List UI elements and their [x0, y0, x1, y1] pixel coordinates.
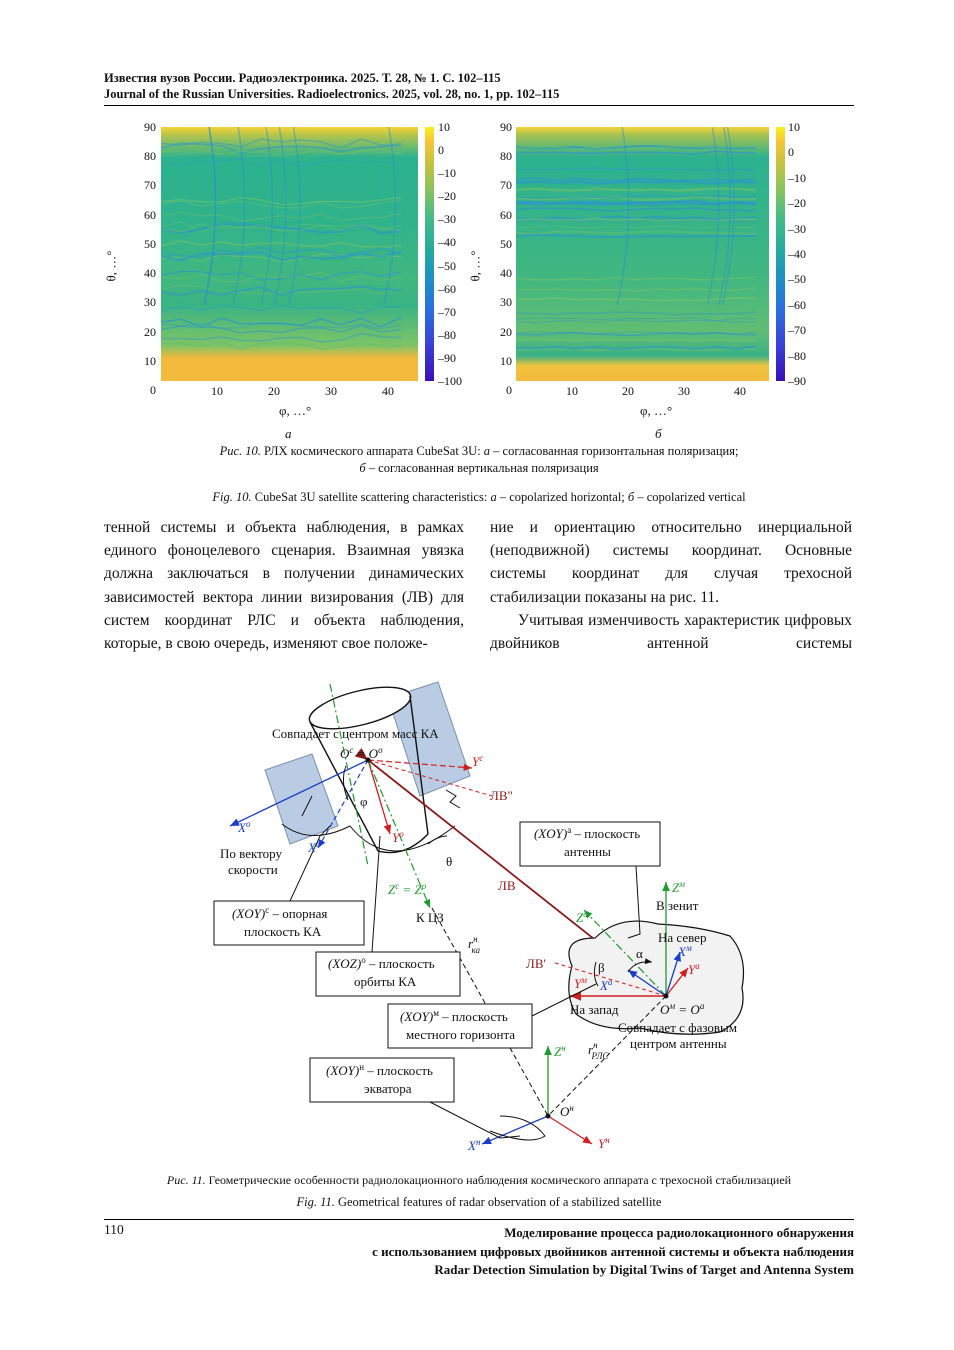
a-streaks-streak: [161, 212, 401, 221]
a-streaks-streak: [161, 159, 401, 167]
label-zenith: В зенит: [656, 898, 699, 913]
label-theta: θ: [446, 854, 453, 869]
caption-ru-b: б: [359, 461, 366, 475]
panel-a-xtick-3: 40: [382, 384, 394, 398]
theta-arc: [428, 836, 447, 844]
caption-ru-a: а: [483, 444, 491, 458]
fig11-caption-ru-label: Рис. 11.: [166, 1173, 206, 1187]
caption-en-text-2: – copolarized horizontal;: [496, 490, 628, 504]
running-header: [104, 70, 854, 102]
b-streaks-streak: [516, 235, 756, 237]
panel-a-ctick-5: –40: [438, 235, 456, 250]
label-lv2: ЛВ": [490, 788, 513, 803]
panel-b-xtick-0: 10: [566, 384, 578, 398]
label-antenna-plane-1: (XOY)$^а$ – плоскость: [534, 825, 641, 841]
label-ref-plane-2: плоскость КА: [244, 924, 322, 939]
panel-b-ytick-8: 10: [500, 353, 512, 368]
footer-line-3: Radar Detection Simulation by Digital Twins of Target and Antenna System: [434, 1262, 854, 1277]
panel-a-streaks: [161, 127, 401, 349]
caption-ru-label: Рис. 10.: [219, 444, 261, 458]
label-velocity-2: скорости: [228, 862, 278, 877]
label-equator-plane-2: экватора: [364, 1081, 412, 1096]
panel-b-ytick-5: 40: [500, 266, 512, 281]
b-streaks-streak: [516, 277, 756, 280]
label-ref-plane-1: (XOY)$^с$ – опорная: [232, 905, 328, 921]
panel-b-xlabel: φ, …°: [640, 403, 673, 418]
caption-ru-text-2: – согласованная горизонтальная поляризация;: [490, 444, 739, 458]
a-streaks-streak: [161, 287, 401, 296]
label-horizon-plane-1: (XOY)$^м$ – плоскость: [400, 1008, 508, 1024]
panel-a-ytick-4: 50: [144, 236, 156, 251]
fig11-caption-ru-text: Геометрические особенности радиолокационного наблюдения космического аппарата с трехосной стабилизацией: [205, 1173, 792, 1187]
header-line-en: Journal of the Russian Universities. Radioelectronics. 2025, vol. 28, no. 1, pp. 102–115: [104, 87, 560, 101]
panel-b-ytick-2: 70: [500, 178, 512, 193]
panel-b-ctick-5: –40: [788, 247, 806, 261]
panel-b-ctick-2: –10: [788, 170, 806, 185]
label-north: На север: [658, 930, 707, 945]
footer-line-1: Моделирование процесса радиолокационного обнаружения: [504, 1225, 854, 1240]
a-streaks-streak: [161, 334, 401, 342]
footer-rule: [104, 1219, 854, 1220]
caption-ru-text-3: – согласованная вертикальная поляризация: [365, 461, 599, 475]
panel-b-ctick-6: –50: [788, 272, 806, 287]
panel-b-ytick-1: 80: [500, 149, 512, 164]
caption-en-b: б: [627, 490, 635, 504]
label-horizon-plane-2: местного горизонта: [406, 1027, 516, 1042]
label-orbit-plane-2: орбиты КА: [354, 974, 417, 989]
b-streaks-streak: [516, 182, 756, 184]
panel-a-ctick-6: –50: [438, 258, 456, 273]
label-za: $Z^а$: [576, 909, 588, 925]
label-ym: $Y^м$: [574, 975, 587, 991]
panel-b-xtick-2: 30: [678, 384, 690, 398]
label-phase-1: Совпадает с фазовым: [618, 1020, 737, 1035]
label-velocity-1: По вектору: [220, 846, 282, 861]
panel-a-ytick-5: 40: [144, 266, 156, 281]
panel-a-xtick-2: 30: [325, 384, 337, 398]
figure-10-caption-en: [104, 489, 854, 506]
label-kcz: К ЦЗ: [416, 910, 444, 925]
panel-a-ytick-3: 60: [144, 207, 156, 222]
b-streaks-streak: [516, 232, 756, 235]
panel-a-ytick-2: 70: [144, 178, 156, 193]
caption-en-a: а: [490, 490, 497, 504]
figure-11-caption-en: [104, 1194, 854, 1211]
b-streaks-streak: [516, 339, 756, 340]
header-line-ru: Известия вузов России. Радиоэлектроника. 2025. Т. 28, № 1. С. 102–115: [104, 71, 501, 85]
panel-a-xlabel: φ, …°: [279, 403, 312, 418]
panel-a-ytick-6: 30: [144, 295, 156, 310]
label-antenna-plane-2: антенны: [564, 844, 611, 859]
panel-b-ctick-4: –30: [788, 221, 806, 236]
caption-en-text-3: – copolarized vertical: [634, 490, 746, 504]
panel-b-ytick-6: 30: [500, 295, 512, 310]
b-streaks-streak: [516, 208, 756, 211]
body-paragraph-right-2: Учитывая изменчивость характеристик цифровых двойников антенной системы: [490, 611, 852, 653]
label-xc: $X^с$: [308, 839, 320, 855]
b-streaks-streak: [516, 333, 756, 335]
panel-a-ytick-0: 90: [144, 120, 156, 134]
panel-b-ctick-7: –60: [788, 297, 806, 312]
panel-a-ctick-2: –10: [438, 166, 456, 181]
header-rule: [104, 105, 854, 106]
figure-10-caption-ru: [104, 443, 854, 477]
panel-a-ytick-1: 80: [144, 149, 156, 164]
body-column-right: [490, 516, 852, 655]
axis-yn: [548, 1116, 592, 1144]
panel-a-sublabel: а: [285, 426, 292, 441]
label-yn: $Y^н$: [598, 1135, 610, 1151]
panel-a-xtick-0: 10: [211, 384, 223, 398]
b-streaks-vertical-streak: [707, 127, 718, 305]
label-zc: $Z^с = Z^о$: [388, 881, 427, 897]
b-streaks-streak: [516, 168, 756, 171]
label-west: На запад: [570, 1002, 619, 1017]
fig11-caption-en-label: Fig. 11.: [296, 1195, 335, 1209]
panel-a-ctick-7: –60: [438, 281, 456, 296]
panel-a-ctick-8: –70: [438, 304, 456, 319]
panel-b-colorbar: [776, 127, 785, 381]
label-phi: φ: [360, 794, 368, 809]
figure-10-panel-b: [467, 118, 840, 443]
body-column-left: [104, 516, 464, 655]
panel-a-ctick-3: –20: [438, 189, 456, 204]
label-equator-plane-1: (XOY)$^н$ – плоскость: [326, 1062, 433, 1078]
page-number: 110: [104, 1222, 124, 1237]
label-oc: $O^с = O^о$: [340, 745, 383, 761]
b-streaks-streak: [516, 151, 756, 154]
figure-11-caption-ru: [104, 1172, 854, 1189]
panel-b-heatmap: [516, 127, 769, 381]
label-r-ka: $r^н$ ка: [468, 934, 481, 955]
running-footer: [372, 1224, 854, 1280]
panel-a-ylabel: θ, …°: [103, 250, 119, 282]
b-streaks-streak: [516, 226, 756, 228]
b-streaks-streak: [516, 312, 756, 315]
label-xm: $X^м$: [678, 943, 692, 959]
label-beta: β: [598, 960, 605, 975]
a-streaks-streak: [161, 241, 401, 247]
body-paragraph-right-1: ние и ориентацию относительно инерциальной (неподвижной) системы координат. Основные системы координат для случая трехосной стабилизации показаны на рис. 11.: [490, 519, 852, 606]
label-yo: $Y^о$: [392, 829, 404, 845]
panel-b-ctick-0: 10: [788, 120, 800, 134]
panel-b-ytick-4: 50: [500, 236, 512, 251]
panel-a-ytick-8: 10: [144, 353, 156, 368]
a-streaks-streak: [161, 197, 401, 204]
panel-b-ytick-7: 20: [500, 324, 512, 339]
origin-on: [546, 1114, 551, 1119]
panel-b-xtick-1: 20: [622, 384, 634, 398]
panel-b-ytick-3: 60: [500, 207, 512, 222]
solar-panel-left: [265, 754, 338, 844]
break-mark: [446, 790, 460, 808]
panel-a-ctick-4: –30: [438, 212, 456, 227]
a-streaks-streak: [161, 342, 401, 349]
panel-a-ctick-1: 0: [438, 143, 444, 158]
figure-11-diagram: [200, 676, 760, 1158]
axis-xn: [482, 1116, 548, 1144]
caption-ru-text-1: РЛХ космического аппарата CubeSat 3U:: [260, 444, 484, 458]
label-r-rls: $r^н$ РЛС: [588, 1040, 609, 1061]
panel-b-ytick-0: 90: [500, 120, 512, 134]
panel-b-xtick-3: 40: [734, 384, 746, 398]
label-om: $O^м = O^а$: [660, 1001, 705, 1017]
caption-en-text-1: CubeSat 3U satellite scattering characteristics:: [251, 490, 491, 504]
label-on: $O^н$: [560, 1103, 574, 1119]
a-streaks-streak: [161, 306, 401, 313]
panel-b-streaks: [516, 127, 756, 351]
label-xn: $X^н$: [468, 1137, 481, 1153]
origin-om: [664, 994, 669, 999]
figure-10-panel-a: [104, 118, 474, 443]
label-center-mass: Совпадает с центром масс КА: [272, 726, 439, 741]
label-lv1: ЛВ': [526, 956, 546, 971]
panel-a-ctick-9: –80: [438, 327, 456, 342]
label-alpha: α: [636, 946, 643, 961]
b-streaks-streak: [516, 288, 756, 291]
panel-a-colorbar: [425, 127, 434, 381]
body-paragraph-left: тенной системы и объекта наблюдения, в рамках единого фоноцелевого сценария. Взаимная увязка должна заключаться в получении динамических зависимостей вектора линии визирования (ЛВ) для систем координат РЛС и объекта наблюдения, которые, в свою очередь, изменяют свое положе-: [104, 519, 464, 653]
label-zm: $Z^м$: [672, 879, 685, 895]
label-xo: $X^о$: [238, 819, 251, 835]
axis-yo: [368, 760, 390, 834]
panel-a-ctick-10: –90: [438, 350, 456, 365]
panel-b-sublabel: б: [655, 426, 662, 441]
panel-a-heatmap: [161, 127, 418, 381]
label-zn: $Z^н$: [554, 1043, 566, 1059]
panel-b-ctick-10: –90: [788, 374, 806, 388]
panel-b-ctick-8: –70: [788, 323, 806, 338]
panel-b-ctick-1: 0: [788, 145, 794, 160]
panel-a-ytick-9: 0: [150, 383, 156, 397]
label-ya: $Y^а$: [688, 961, 700, 977]
caption-en-label: Fig. 10.: [212, 490, 252, 504]
panel-a-ctick-11: –100: [438, 374, 462, 388]
a-streaks-streak: [161, 273, 401, 282]
label-yc: $Y^с$: [472, 753, 484, 769]
panel-a-ctick-0: 10: [438, 120, 450, 134]
panel-b-ytick-9: 0: [506, 383, 512, 397]
panel-a-xtick-1: 20: [268, 384, 280, 398]
label-xa: $X^а$: [600, 977, 613, 993]
a-streaks-vertical-streak: [233, 127, 244, 305]
label-phase-2: центром антенны: [630, 1036, 727, 1051]
label-orbit-plane-1: (XOZ)$^о$ – плоскость: [328, 955, 435, 971]
panel-b-ylabel: θ, …°: [467, 250, 483, 282]
footer-line-2: с использованием цифровых двойников антенной системы и объекта наблюдения: [372, 1243, 854, 1259]
panel-b-ctick-9: –80: [788, 348, 806, 363]
fig11-caption-en-text: Geometrical features of radar observation of a stabilized satellite: [334, 1195, 662, 1209]
label-lv: ЛВ: [498, 878, 516, 893]
panel-b-ctick-3: –20: [788, 196, 806, 211]
panel-a-ytick-7: 20: [144, 324, 156, 339]
